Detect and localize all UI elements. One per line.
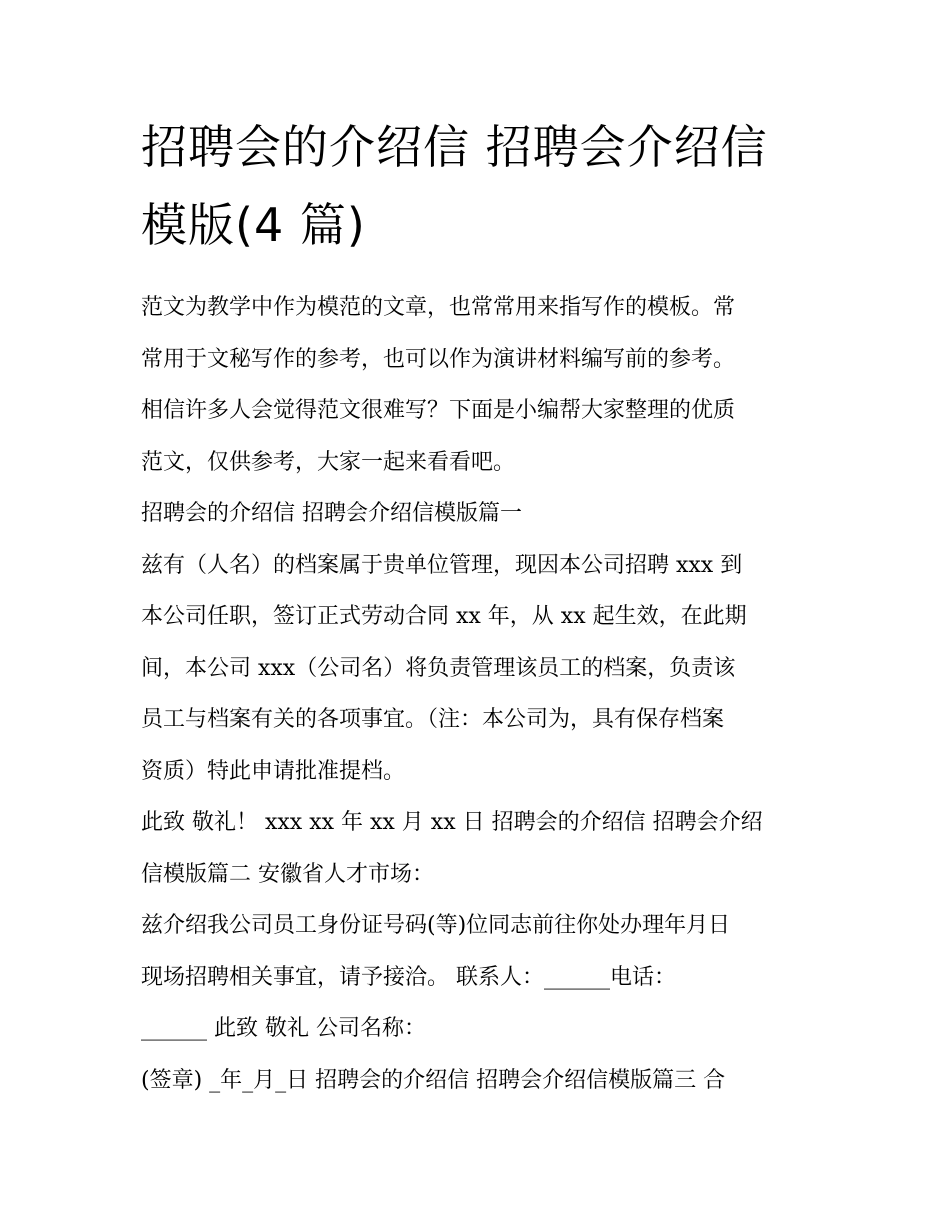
text-line: 本公司任职，签订正式劳动合同 xx 年，从 xx 起生效，在此期 [141, 604, 747, 629]
signature-paragraph [141, 1055, 813, 1107]
letter-two-paragraph [141, 900, 813, 1055]
text-line: (签章) _年_月_日 招聘会的介绍信 招聘会介绍信模版篇三 合 [141, 1067, 726, 1093]
title-line: 模版(4 篇) [141, 198, 366, 252]
text-line: 现场招聘相关事宜，请予接洽。 联系人：______电话： [141, 964, 676, 990]
document-title [141, 108, 813, 264]
document-page [141, 108, 813, 1106]
text-line: 兹介绍我公司员工身份证号码(等)位同志前往你处办理年月日 [141, 913, 731, 938]
closing-paragraph [141, 797, 813, 900]
section-heading [141, 488, 813, 540]
title-line: 招聘会的介绍信 招聘会介绍信 [141, 120, 768, 174]
text-line: 员工与档案有关的各项事宜。（注：本公司为，具有保存档案 [141, 707, 725, 732]
text-line: 招聘会的介绍信 招聘会介绍信模版篇一 [141, 501, 522, 526]
text-line: 资质）特此申请批准提档。 [141, 758, 406, 784]
text-line: 此致 敬礼！ xxx xx 年 xx 月 xx 日 招聘会的介绍信 招聘会介绍 [141, 810, 763, 835]
text-line: 范文为教学中作为模范的文章，也常常用来指写作的模板。常 [141, 295, 736, 320]
text-line: 常用于文秘写作的参考，也可以作为演讲材料编写前的参考。 [141, 346, 736, 372]
letter-one-paragraph [141, 540, 813, 798]
document-body [141, 282, 813, 1106]
intro-paragraph [141, 282, 813, 488]
text-line: 信模版篇二 安徽省人才市场： [141, 861, 434, 887]
text-line: ______ 此致 敬礼 公司名称： [141, 1016, 426, 1041]
text-line: 范文，仅供参考，大家一起来看看吧。 [141, 449, 516, 475]
text-line: 间，本公司 xxx（公司名）将负责管理该员工的档案，负责该 [141, 655, 736, 681]
text-line: 相信许多人会觉得范文很难写？下面是小编帮大家整理的优质 [141, 398, 736, 423]
text-line: 兹有（人名）的档案属于贵单位管理，现因本公司招聘 xxx 到 [141, 552, 743, 578]
